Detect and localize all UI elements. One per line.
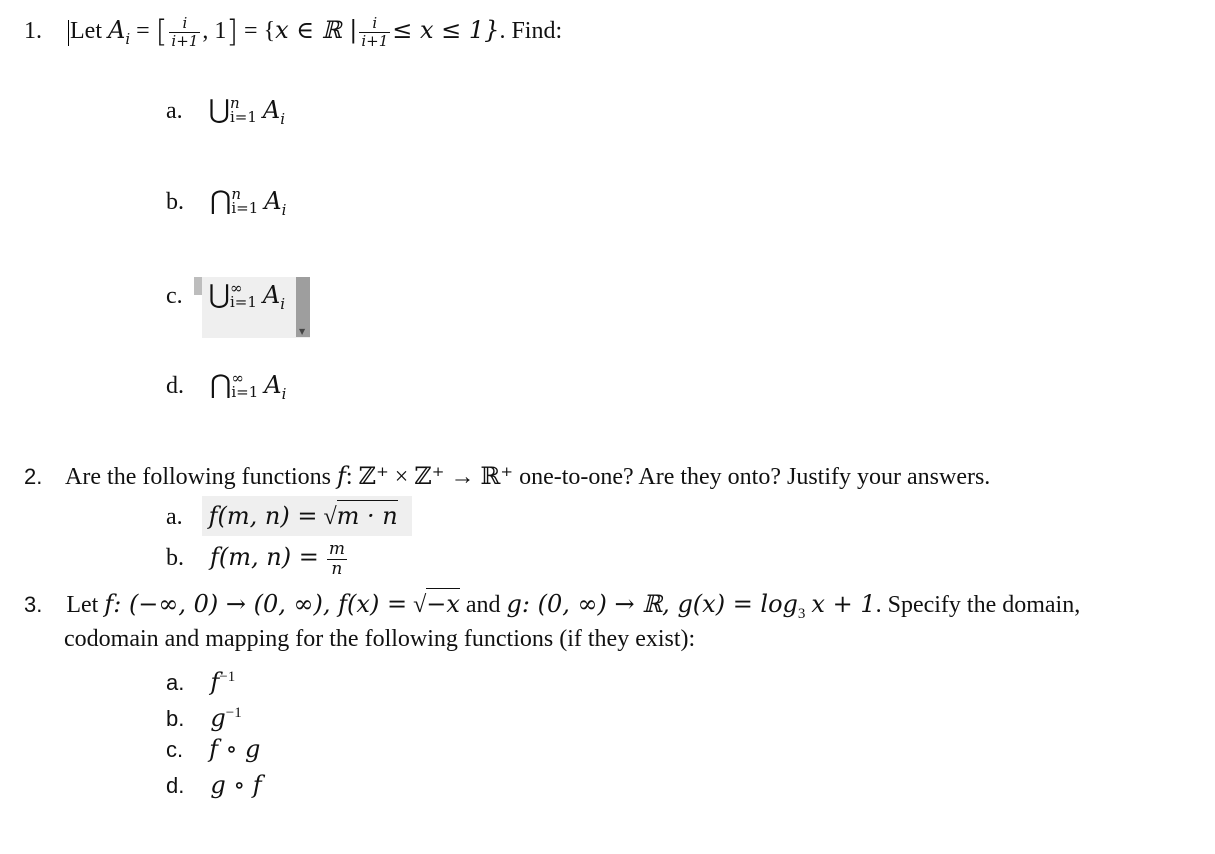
q3-number: 3. [24,592,43,617]
q3-d-expr: g ∘ f [210,771,262,799]
q1-frac-num: i [169,15,200,33]
q1-set-x-in: x ∈ ℝ | [275,16,358,45]
q2-text-after: one-to-one? Are they onto? Justify your answers. [519,464,991,490]
q3-d-letter: d. [166,773,185,798]
q3-b-sup: −1 [225,705,242,721]
q3-and: and [465,592,501,618]
q3-a-expr: f [210,668,220,696]
q3-item-c [166,734,260,765]
q1-let: Let [70,18,102,45]
set-symbol: A [262,96,281,124]
big-union-icon: ⋃ [208,95,230,125]
q2-b-letter: b. [166,545,184,572]
lower-limit: i=1 [231,199,259,218]
upper-limit: n [229,94,240,113]
set-symbol: A [262,281,281,309]
q2-a-lhs: f(m, n) = [208,502,318,530]
q1-var-a: A [107,16,126,45]
q3-f-radicand: −x [426,590,460,618]
q1-equals: = [136,18,150,45]
q2-b-den: n [331,559,343,579]
q3-let: Let [66,592,99,618]
q2-b-num: m [328,539,345,559]
q1-item-d-letter: d. [166,373,184,399]
set-subscript: i [281,200,287,219]
q3-line-1 [24,589,1080,629]
q1-line [24,15,562,54]
big-union-icon: ⋃ [208,280,230,310]
q3-g-sub: 3 [797,605,806,622]
dropdown-arrow-icon[interactable]: ▼ [299,327,306,336]
q3-g-def: g: (0, ∞) → ℝ, g(x) = log [506,590,798,618]
q3-item-a [166,662,235,698]
q3-b-letter: b. [166,706,185,731]
big-intersection-icon: ⋂ [210,370,232,400]
q3-g-rest: x + 1 [811,590,876,618]
sqrt-icon: √ [413,592,427,618]
left-bracket-icon: [ [155,14,168,50]
q3-c-letter: c. [166,737,184,762]
q1-number: 1. [24,18,42,45]
q2-a-letter: a. [166,504,183,530]
q1-comma-one: , 1 [202,18,227,45]
q1-set-frac-num: i [359,15,390,33]
q3-item-d [166,770,262,801]
set-subscript: i [281,384,287,403]
text-cursor [68,20,69,46]
q3-item-b [166,698,242,734]
q1-item-c [166,280,285,319]
lower-limit: i=1 [229,108,257,127]
sqrt-icon: √ [323,504,337,530]
upper-limit: n [231,185,241,204]
q2-item-b [166,540,349,579]
q1-set-open: = { [244,18,276,45]
q3-c-expr: f ∘ g [209,735,261,763]
upper-limit: ∞ [231,369,244,388]
set-subscript: i [280,294,286,313]
q3-b-expr: g [210,704,226,732]
q1-find: . Find: [499,18,563,45]
upper-limit: ∞ [229,279,243,298]
set-subscript: i [280,109,286,128]
q2-number: 2. [24,464,43,489]
q1-set-leq: ≤ x ≤ 1} [392,16,500,45]
q2-func: f [337,462,346,490]
set-symbol: A [264,187,282,215]
q1-item-c-letter: c. [166,283,183,309]
q1-item-d [166,370,286,409]
lower-limit: i=1 [231,383,259,402]
q1-set-frac-den: i+1 [361,32,389,50]
q1-item-b-letter: b. [166,189,184,215]
q3-f-def: f: (−∞, 0) → (0, ∞), f(x) = [104,590,408,618]
q2-text-before: Are the following functions [65,464,331,490]
q1-item-a-letter: a. [166,98,183,124]
q3-a-sup: −1 [219,669,236,685]
q2-mapping: : ℤ⁺ × ℤ⁺ → ℝ⁺ [345,464,514,490]
right-bracket-icon: ] [226,14,239,50]
q1-item-a [166,95,285,134]
q3-a-letter: a. [166,670,185,695]
q1-frac-den: i+1 [171,32,199,50]
set-symbol: A [264,371,282,399]
big-intersection-icon: ⋂ [210,186,232,216]
q2-a-radicand: m · n [336,502,398,530]
q2-item-a [166,501,398,532]
lower-limit: i=1 [229,293,257,312]
q2-b-lhs: f(m, n) = [210,543,319,572]
q3-line-2: codomain and mapping for the following functions (if they exist): [64,626,696,652]
q1-item-b [166,186,286,225]
q2-line [24,461,990,492]
q1-sub-i: i [125,29,131,48]
q3-specify: . Specify the domain, [875,592,1081,618]
